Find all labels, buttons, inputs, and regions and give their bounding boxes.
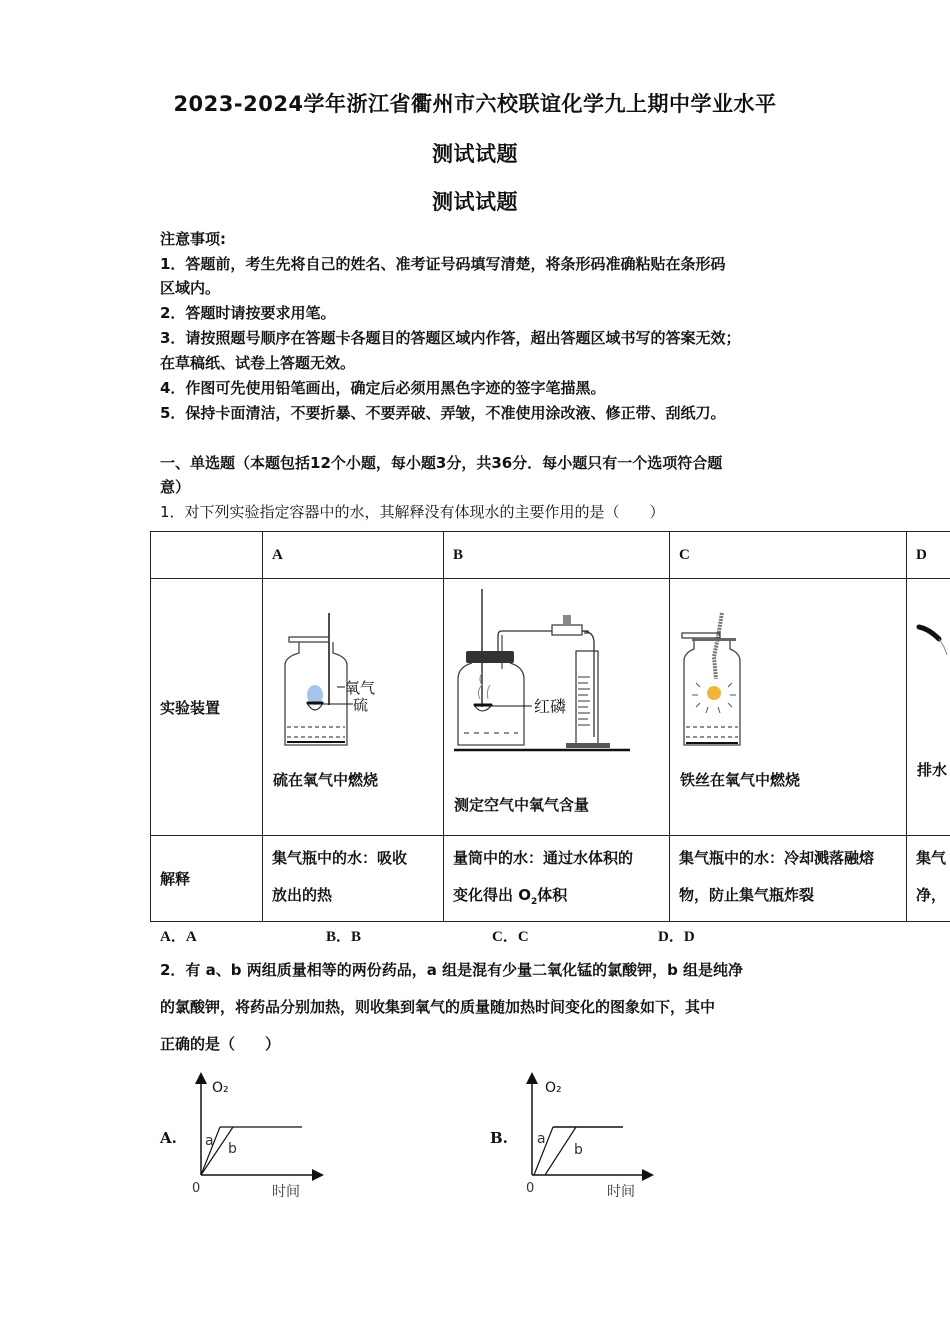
graph-b-ylabel: O₂	[545, 1080, 562, 1096]
header-empty	[151, 532, 263, 579]
header-col-c: C	[670, 532, 907, 579]
explain-a-line1: 集气瓶中的水：吸收	[272, 849, 408, 867]
explain-a-line2: 放出的热	[272, 886, 333, 904]
oxygen-time-graph-b-icon	[490, 1068, 660, 1203]
iron-wire-combustion-apparatus-icon	[678, 607, 778, 747]
cell-device-a	[263, 579, 444, 836]
option-c[interactable]: C．C	[492, 929, 529, 945]
explain-d-line2: 净，	[916, 886, 947, 904]
header-col-d: D	[907, 532, 950, 579]
explain-c-line1: 集气瓶中的水：冷却溅落融熔	[679, 849, 875, 867]
graph-b-xlabel: 时间	[607, 1184, 635, 1200]
notice-item-4: 4．作图可先使用铅笔画出，确定后必须用黑色字迹的签字笔描黑。	[160, 379, 606, 397]
notice-item-3: 3．请按照题号顺序在答题卡各题目的答题区域内作答，超出答题区域书写的答案无效；	[160, 329, 741, 347]
question-1-table	[150, 531, 950, 922]
graph-a-curve-b: b	[228, 1141, 237, 1157]
graph-b-option-label: B.	[490, 1129, 508, 1147]
table-row-explanation	[151, 836, 950, 922]
notice-heading: 注意事项:	[160, 230, 226, 248]
cell-explain-d	[907, 836, 950, 922]
section-heading: 一、单选题（本题包括12个小题，每小题3分，共36分．每小题只有一个选项符合题	[160, 454, 723, 472]
graph-b-curve-a: a	[537, 1131, 546, 1147]
oxygen-time-graph-a-icon	[160, 1068, 330, 1203]
graph-a-curve-a: a	[205, 1133, 214, 1149]
explain-b-line1: 量筒中的水：通过水体积的	[453, 849, 634, 867]
explain-c-line2: 物，防止集气瓶炸裂	[679, 886, 815, 904]
header-col-a: A	[263, 532, 444, 579]
caption-device-d: 排水	[917, 761, 948, 779]
row-label-explain: 解释	[151, 836, 263, 922]
graph-a-xlabel: 时间	[272, 1184, 300, 1200]
cell-explain-a	[263, 836, 444, 922]
notice-item-3-cont: 在草稿纸、试卷上答题无效。	[160, 354, 356, 372]
section-heading-cont: 意）	[160, 478, 191, 496]
notice-item-5: 5．保持卡面清洁，不要折暴、不要弄破、弄皱，不准使用涂改液、修正带、刮纸刀。	[160, 404, 726, 422]
notice-item-1: 1．答题前，考生先将自己的姓名、准考证号码填写清楚，将条形码准确粘贴在条形码	[160, 255, 726, 273]
graph-b-curve-b: b	[574, 1142, 583, 1158]
explain-b-line2-pre: 变化得出 O	[453, 886, 531, 904]
cell-explain-c	[670, 836, 907, 922]
cell-device-c	[670, 579, 907, 836]
notice-item-2: 2．答题时请按要求用笔。	[160, 304, 336, 322]
table-row-device	[151, 579, 950, 836]
option-b[interactable]: B．B	[326, 929, 362, 945]
document-title: 2023-2024学年浙江省衢州市六校联谊化学九上期中学业水平	[173, 92, 777, 116]
row-label-device: 实验装置	[151, 579, 263, 836]
graph-a-origin: 0	[192, 1181, 201, 1196]
phosphorus-oxygen-measure-apparatus-icon	[452, 587, 652, 757]
option-a-graph[interactable]	[160, 1068, 330, 1203]
option-b-graph[interactable]	[490, 1068, 660, 1203]
question-2-stem-line1: 2．有 a、b 两组质量相等的两份药品，a 组是混有少量二氧化锰的氯酸钾，b 组是纯净	[160, 961, 744, 979]
document-subtitle-repeat: 测试试题	[432, 190, 518, 214]
explain-d-line1: 集气	[916, 849, 947, 867]
sulfur-combustion-apparatus-icon	[271, 607, 401, 757]
label-sulfur: 硫	[353, 696, 369, 714]
caption-device-c: 铁丝在氧气中燃烧	[680, 771, 801, 789]
option-a[interactable]: A．A	[160, 929, 197, 945]
graph-b-origin: 0	[526, 1181, 535, 1196]
explain-b-line2-post: 体积	[537, 886, 568, 904]
question-2-stem-line3: 正确的是（ ）	[160, 1035, 281, 1053]
graph-a-option-label: A.	[160, 1129, 177, 1147]
caption-device-b: 测定空气中氧气含量	[454, 796, 590, 814]
notice-item-1-cont: 区域内。	[160, 279, 221, 297]
question-1-stem: 1．对下列实验指定容器中的水，其解释没有体现水的主要作用的是（ ）	[160, 503, 665, 521]
option-d[interactable]: D．D	[658, 929, 695, 945]
cell-device-d	[907, 579, 950, 836]
table-header-row	[151, 532, 950, 579]
cell-explain-b	[444, 836, 670, 922]
label-oxygen: 氧气	[345, 679, 376, 697]
explain-b-subscript: 2	[530, 897, 538, 907]
water-collection-apparatus-icon	[915, 619, 950, 679]
document-subtitle: 测试试题	[432, 142, 518, 166]
caption-device-a: 硫在氧气中燃烧	[273, 771, 379, 789]
cell-device-b	[444, 579, 670, 836]
explain-b-line2	[453, 877, 660, 921]
question-2-stem-line2: 的氯酸钾，将药品分别加热，则收集到氧气的质量随加热时间变化的图象如下，其中	[160, 998, 716, 1016]
header-col-b: B	[444, 532, 670, 579]
graph-a-ylabel: O₂	[212, 1080, 229, 1096]
label-red-phosphorus: 红磷	[534, 697, 567, 716]
